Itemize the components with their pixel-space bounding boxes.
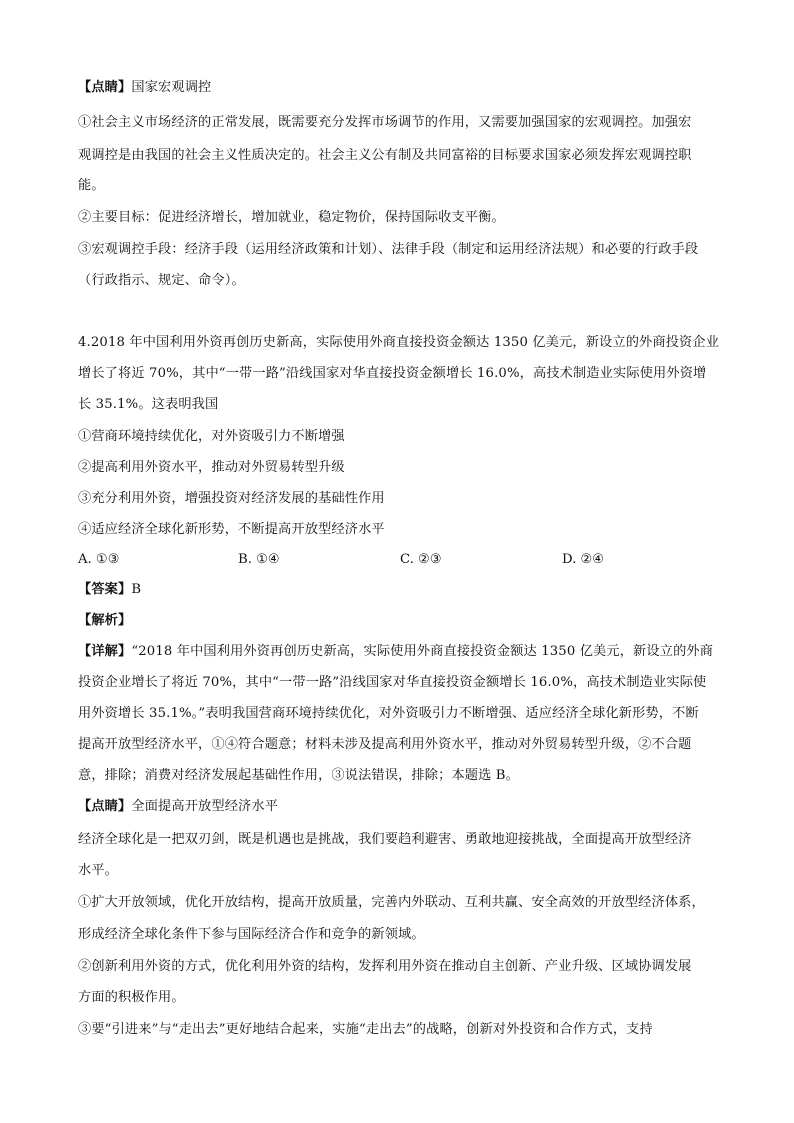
detail-line: 提高开放型经济水平，①④符合题意；材料未涉及提高利用外资水平，推动对外贸易转型升级，②不合题 bbox=[78, 737, 692, 752]
section2-line: 方面的积极作用。 bbox=[78, 990, 185, 1005]
section2-heading-label: 【点睛】 bbox=[78, 799, 132, 814]
detail-label: 【详解】 bbox=[78, 644, 132, 659]
answer-label: 【答案】 bbox=[78, 582, 132, 597]
option-b: B. ①④ bbox=[238, 552, 280, 567]
question-stem-line: 长 35.1%。这表明我国 bbox=[78, 397, 219, 412]
question-stem-line: 增长了将近 70%，其中“一带一路”沿线国家对华直接投资金额增长 16.0%，高技术制造业实际使用外资增 bbox=[78, 366, 707, 381]
analysis-heading bbox=[78, 611, 131, 631]
section2-line: 经济全球化是一把双刃剑，既是机遇也是挑战，我们要趋利避害、勇敢地迎接挑战，全面提高开放型经济 bbox=[78, 832, 692, 847]
section2-line: ③要“引进来”与“走出去”更好地结合起来，实施“走出去”的战略，创新对外投资和合作方式，支持 bbox=[78, 1022, 653, 1037]
option-c: C. ②③ bbox=[400, 552, 442, 567]
section2-heading-title: 全面提高开放型经济水平 bbox=[131, 799, 279, 814]
section2-line: ②创新利用外资的方式，优化利用外资的结构，发挥利用外资在推动自主创新、产业升级、区域协调发展 bbox=[78, 959, 692, 974]
section1-line: 能。 bbox=[78, 178, 105, 193]
section1-line: （行政指示、规定、命令）。 bbox=[78, 273, 245, 288]
detail-line: 投资企业增长了将近 70%，其中“一带一路”沿线国家对华直接投资金额增长 16.0%，高技术制造业实际使 bbox=[78, 675, 707, 690]
detail-line: 用外资增长 35.1%。”表明我国营商环境持续优化，对外资吸引力不断增强、适应经济全球化新形势，不断 bbox=[78, 706, 699, 721]
detail-line: “2018 年中国利用外资再创历史新高，实际使用外商直接投资金额达 1350 亿美元，新设立的外商 bbox=[131, 644, 714, 659]
answer-value: B bbox=[131, 582, 142, 597]
section2-line: 形成经济全球化条件下参与国际经济合作和竞争的新领域。 bbox=[78, 927, 425, 942]
question-stem-line: 4.2018 年中国利用外资再创历史新高，实际使用外商直接投资金额达 1350 亿美元，新设立的外商投资企业 bbox=[78, 335, 720, 350]
section1-line: ③宏观调控手段：经济手段（运用经济政策和计划）、法律手段（制定和运用经济法规）和必要的行政手段 bbox=[78, 242, 699, 257]
question-item: ②提高利用外资水平，推动对外贸易转型升级 bbox=[78, 460, 345, 475]
section1-line: ②主要目标：促进经济增长，增加就业，稳定物价，保持国际收支平衡。 bbox=[78, 210, 505, 225]
section1-line: ①社会主义市场经济的正常发展，既需要充分发挥市场调节的作用，又需要加强国家的宏观调控。加强宏 bbox=[78, 115, 692, 130]
option-a: A. ①③ bbox=[78, 552, 120, 567]
answer bbox=[78, 580, 141, 600]
detail-line: 意，排除；消费对经济发展起基础性作用，③说法错误，排除；本题选 B。 bbox=[78, 768, 519, 783]
section1-heading bbox=[78, 78, 211, 98]
analysis-label: 【解析】 bbox=[78, 613, 132, 628]
section1-heading-title: 国家宏观调控 bbox=[131, 80, 212, 95]
detail-line-first bbox=[78, 642, 713, 662]
question-item: ①营商环境持续优化，对外资吸引力不断增强 bbox=[78, 429, 345, 444]
section2-line: 水平。 bbox=[78, 863, 119, 878]
question-item: ④适应经济全球化新形势，不断提高开放型经济水平 bbox=[78, 522, 385, 537]
section1-heading-label: 【点睛】 bbox=[78, 80, 132, 95]
section1-line: 观调控是由我国的社会主义性质决定的。社会主义公有制及共同富裕的目标要求国家必须发挥宏观调控职 bbox=[78, 148, 692, 163]
question-item: ③充分利用外资，增强投资对经济发展的基础性作用 bbox=[78, 491, 385, 506]
section2-line: ①扩大开放领域，优化开放结构，提高开放质量，完善内外联动、互利共赢、安全高效的开放型经济体系， bbox=[78, 895, 705, 910]
section2-heading bbox=[78, 797, 278, 817]
option-d: D. ②④ bbox=[562, 552, 605, 567]
